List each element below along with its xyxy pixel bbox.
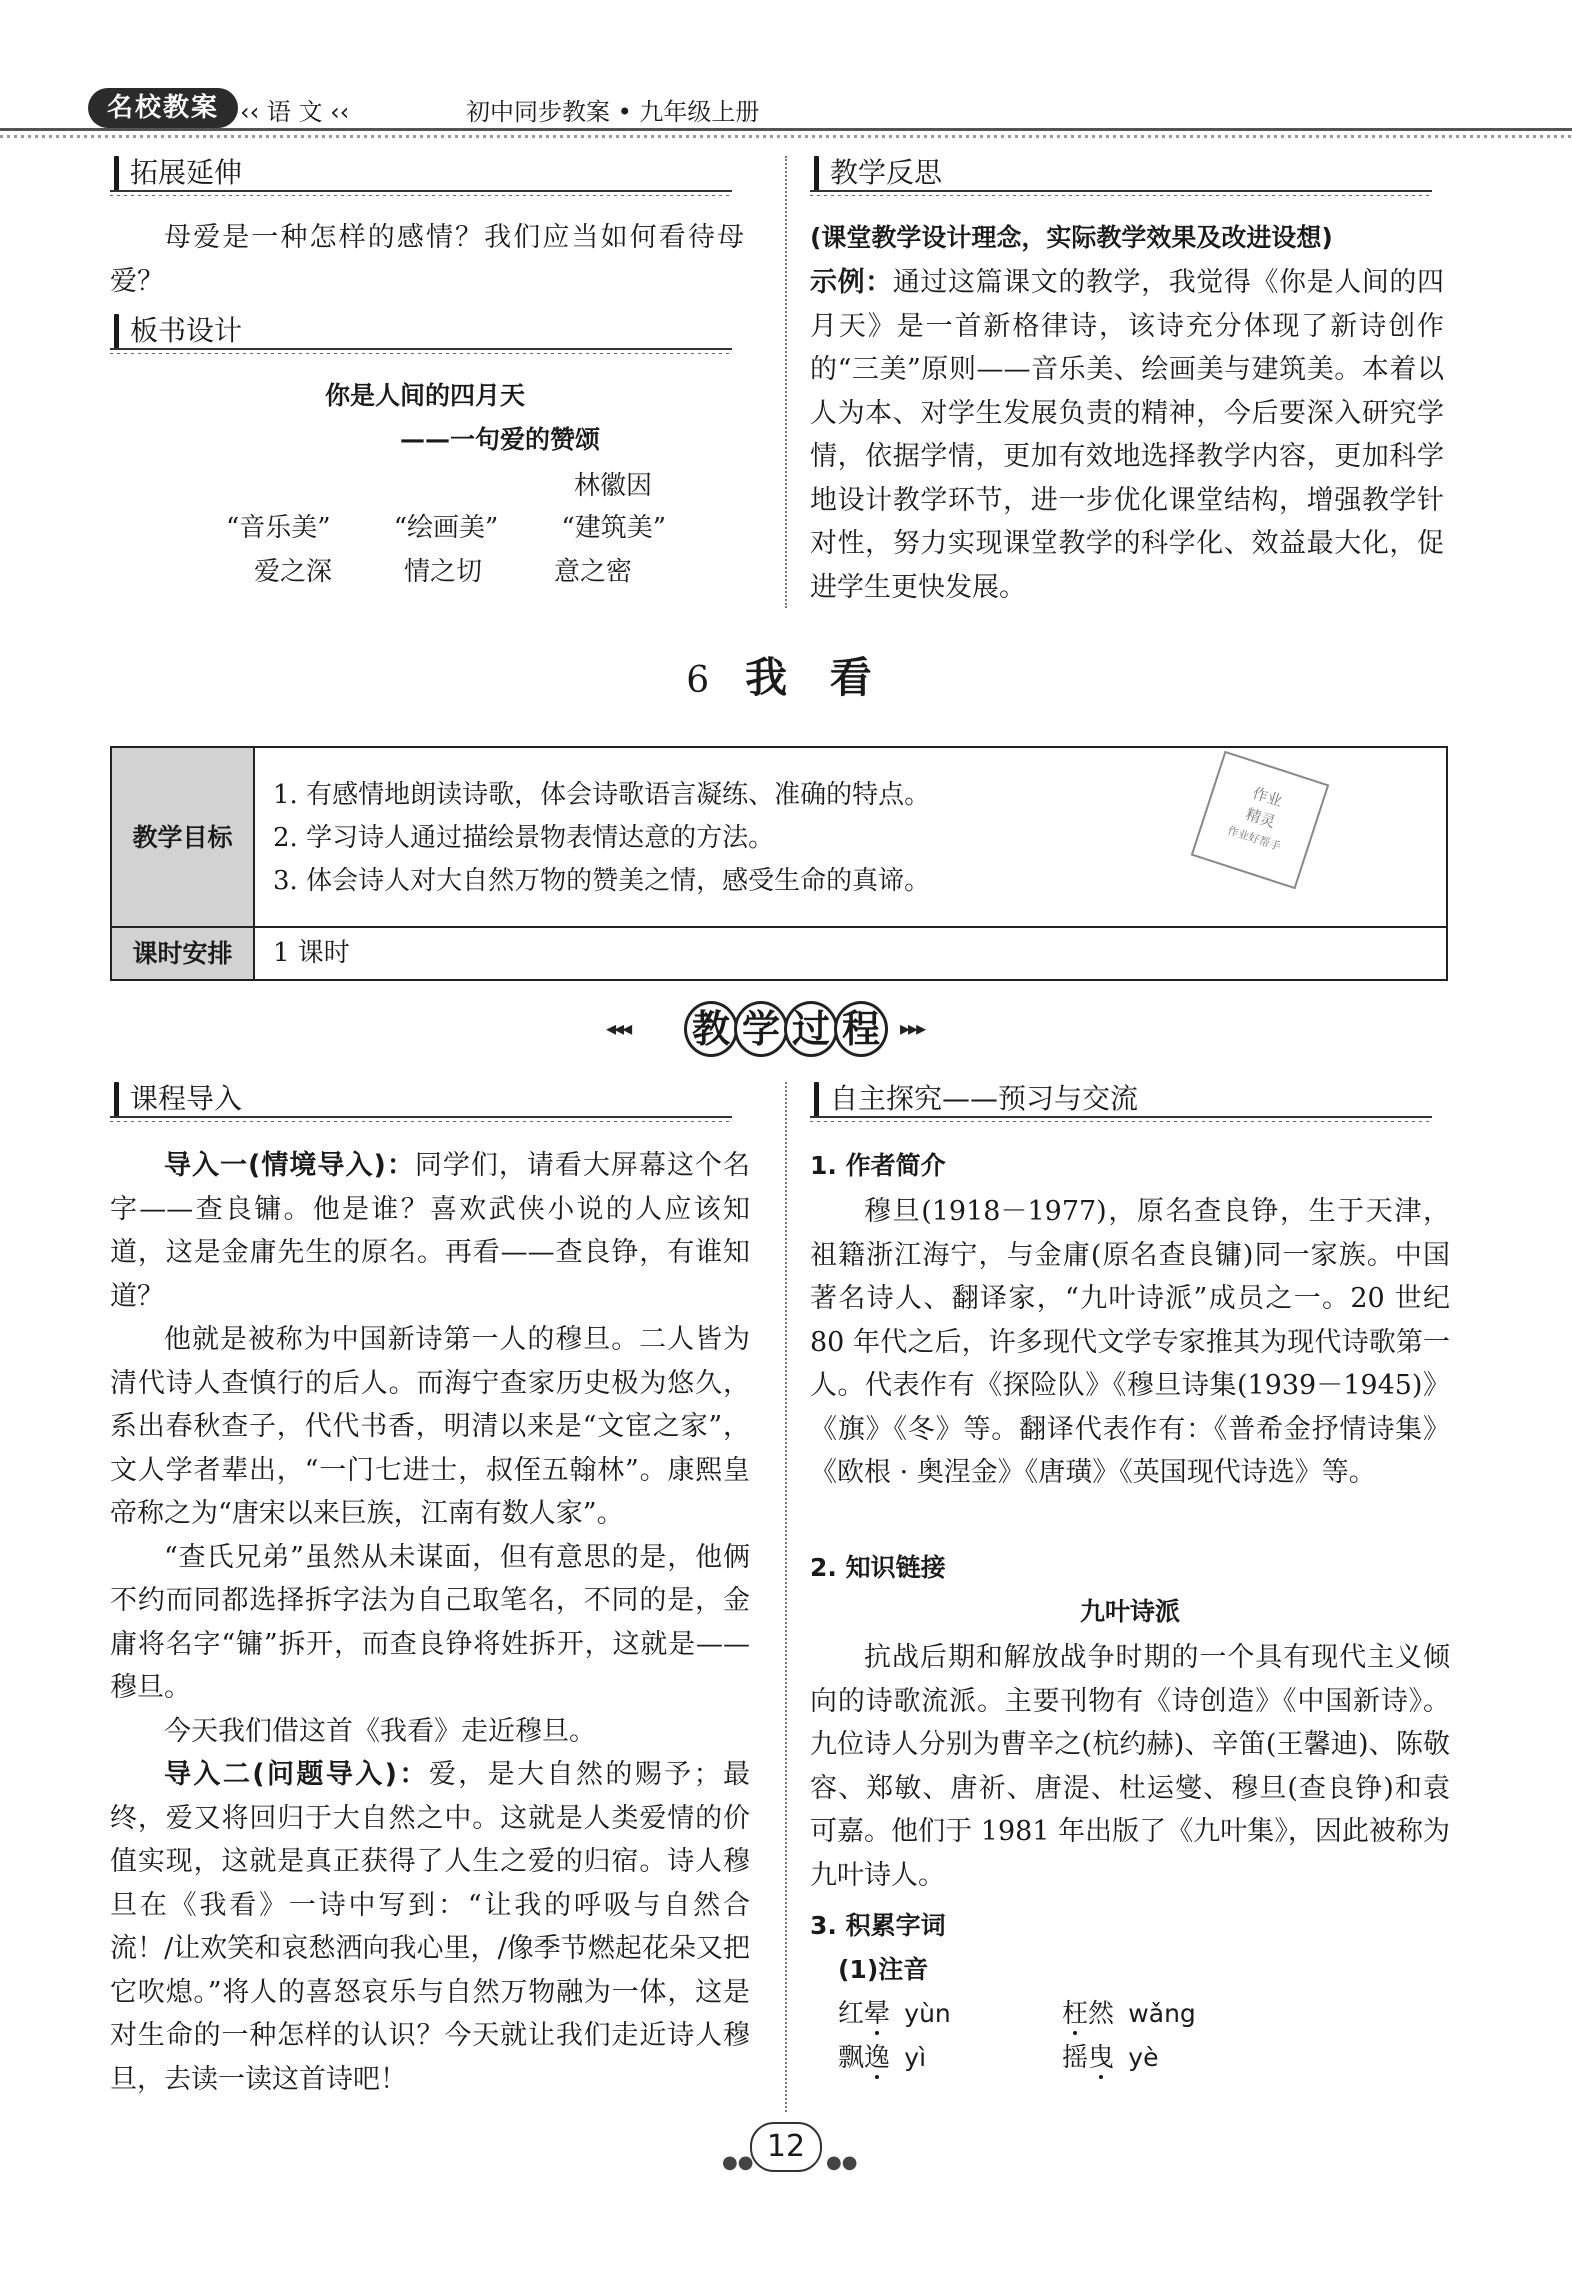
subject-label: ‹‹ 语 文 ‹‹: [240, 98, 350, 126]
dots-left-icon: ●●: [722, 2152, 754, 2173]
pinyin-subheading: (1)注音: [838, 1955, 929, 1984]
board-subtitle: ——一句爱的赞颂: [400, 425, 601, 454]
intro-paragraph-4: 今天我们借这首《我看》走近穆旦。: [164, 1715, 596, 1747]
board-feel-2: 情之切: [403, 557, 482, 587]
objective-item: 3. 体会诗人对大自然万物的赞美之情，感受生命的真谛。: [273, 866, 931, 896]
intro-paragraph-2: 他就是被称为中国新诗第一人的穆旦。二人皆为清代诗人查慎行的后人。而海宁查家历史极为悠久，系出春秋查子，代代书香，明清以来是“文宦之家”，文人学者辈出，“一门七进士，叔侄五翰林”。康熙皇帝称之为“唐宋以来巨族，江南有数人家”。: [110, 1324, 750, 1529]
board-beauty-row: [226, 508, 666, 548]
section-heading-board: 板书设计: [110, 314, 732, 354]
column-divider-bottom: [785, 1082, 787, 2112]
objective-item: 1. 有感情地朗读诗歌，体会诗歌语言凝练、准确的特点。: [273, 780, 931, 810]
vocab-heading: 3. 积累字词: [810, 1911, 946, 1940]
intro-1-label: 导入一(情境导入)：: [164, 1150, 415, 1181]
lesson-title: 我 看: [745, 653, 886, 702]
example-text: 通过这篇课文的教学，我觉得《你是人间的四月天》是一首新格律诗，该诗充分体现了新诗创作的“三美”原则——音乐美、绘画美与建筑美。本着以人为本、对学生发展负责的精神，今后要深入研究学情，依据学情，更加有效地选择教学内容，更加科学地设计教学环节，进一步优化课堂结构，增强教学针对性，努力实现课堂教学的科学化、效益最大化，促进学生更快发展。: [810, 267, 1445, 603]
book-title: 初中同步教案 • 九年级上册: [466, 98, 760, 126]
board-feel-1: 爱之深: [254, 557, 333, 587]
board-beauty-painting: “绘画美”: [393, 513, 499, 543]
board-feel-row: [254, 552, 632, 592]
objective-item: 2. 学习诗人通过描绘景物表情达意的方法。: [273, 823, 775, 853]
author-intro-text: 穆旦(1918－1977)，原名查良铮，生于天津，祖籍浙江海宁，与金庸(原名查良镛)同一家族。中国著名诗人、翻译家，“九叶诗派”成员之一。20 世纪 80 年代之后，许多现代文学专家推其为现代诗歌第一人。代表作有《探险队》《穆旦诗集(1939－1945)》《旗》《冬》等。翻译代表作有：《普希金抒情诗集》《欧根 · 奥涅金》《唐璜》《英国现代诗选》等。: [810, 1196, 1450, 1488]
section-heading-explore: 自主探究——预习与交流: [810, 1082, 1432, 1122]
section-heading-extension: 拓展延伸: [110, 156, 732, 196]
lesson-title-row: [0, 648, 1572, 711]
example-label: 示例：: [810, 267, 893, 298]
teaching-process-banner: [600, 1000, 972, 1062]
vocab-word: 摇曳 yè: [1062, 2043, 1159, 2073]
objectives-label: 教学目标: [112, 748, 255, 928]
author-intro-heading: 1. 作者简介: [810, 1151, 946, 1180]
intro-paragraph-3: “查氏兄弟”虽然从未谋面，但有意思的是，他俩不约而同都选择拆字法为自己取笔名，不同的是，金庸将名字“镛”拆开，而查良铮将姓拆开，这就是——穆旦。: [110, 1541, 750, 1703]
extension-text: 母爱是一种怎样的感情？我们应当如何看待母爱？: [110, 222, 744, 297]
reflection-example: [810, 261, 1444, 609]
lesson-number: 6: [686, 660, 710, 701]
board-author: 林徽因: [574, 471, 653, 501]
intro-1-text: 同学们，请看大屏幕这个名字——查良镛。他是谁？喜欢武侠小说的人应该知道，这是金庸先生的原名。再看——查良铮，有谁知道？: [110, 1150, 750, 1312]
reflection-note: (课堂教学设计理念，实际教学效果及改进设想): [810, 223, 1333, 252]
dots-right-icon: ●●: [826, 2152, 858, 2173]
column-divider-top: [785, 156, 787, 608]
board-poem-title: 你是人间的四月天: [324, 381, 525, 410]
nine-leaves-heading: 九叶诗派: [1079, 1597, 1180, 1626]
intro-2-label: 导入二(问题导入)：: [164, 1759, 429, 1790]
teaching-process-title: 教 学 过 程: [680, 1000, 892, 1062]
knowledge-link-heading: 2. 知识链接: [810, 1553, 946, 1582]
section-heading-intro: 课程导入: [110, 1082, 732, 1122]
nine-leaves-text: 抗战后期和解放战争时期的一个具有现代主义倾向的诗歌流派。主要刊物有《诗创造》《中国新诗》。九位诗人分别为曹辛之(杭约赫)、辛笛(王馨迪)、陈敬容、郑敏、唐祈、唐湜、杜运燮、穆旦(查良铮)和袁可嘉。他们于 1981 年出版了《九叶集》，因此被称为九叶诗人。: [810, 1642, 1450, 1891]
page-number-value: 12: [766, 2129, 806, 2164]
time-value: 1 课时: [273, 938, 350, 968]
intro-body: [110, 1144, 750, 2101]
section-heading-reflection: 教学反思: [810, 156, 1432, 196]
series-badge: 名校教案: [88, 88, 238, 128]
vocab-word: 红晕 yùn: [838, 1999, 951, 2029]
intro-2-text: 爱，是大自然的赐予；最终，爱又将回归于大自然之中。这就是人类爱情的价值实现，这就是真正获得了人生之爱的归宿。诗人穆旦在《我看》一诗中写到：“让我的呼吸与自然合流！/让欢笑和哀愁洒向我心里，/像季节燃起花朵又把它吹熄。”将人的喜怒哀乐与自然万物融为一体，这是对生命的一种怎样的认识？今天就让我们走近诗人穆旦，去读一读这首诗吧！: [110, 1759, 750, 2095]
vocab-word: 飘逸 yì: [838, 2043, 927, 2073]
board-beauty-music: “音乐美”: [226, 513, 331, 543]
header-rule: [0, 128, 1572, 138]
board-feel-3: 意之密: [553, 557, 632, 587]
time-label: 课时安排: [112, 928, 255, 979]
page-number: [722, 2122, 858, 2173]
homework-stamp: 作业 精灵 作业好帮手: [1191, 751, 1330, 890]
board-beauty-architecture: “建筑美”: [561, 513, 666, 543]
vocab-word: 枉然 wǎng: [1062, 1999, 1196, 2029]
arrows-right-icon: ▸▸▸: [900, 1016, 925, 1040]
arrows-left-icon: ◂◂◂: [606, 1016, 631, 1040]
